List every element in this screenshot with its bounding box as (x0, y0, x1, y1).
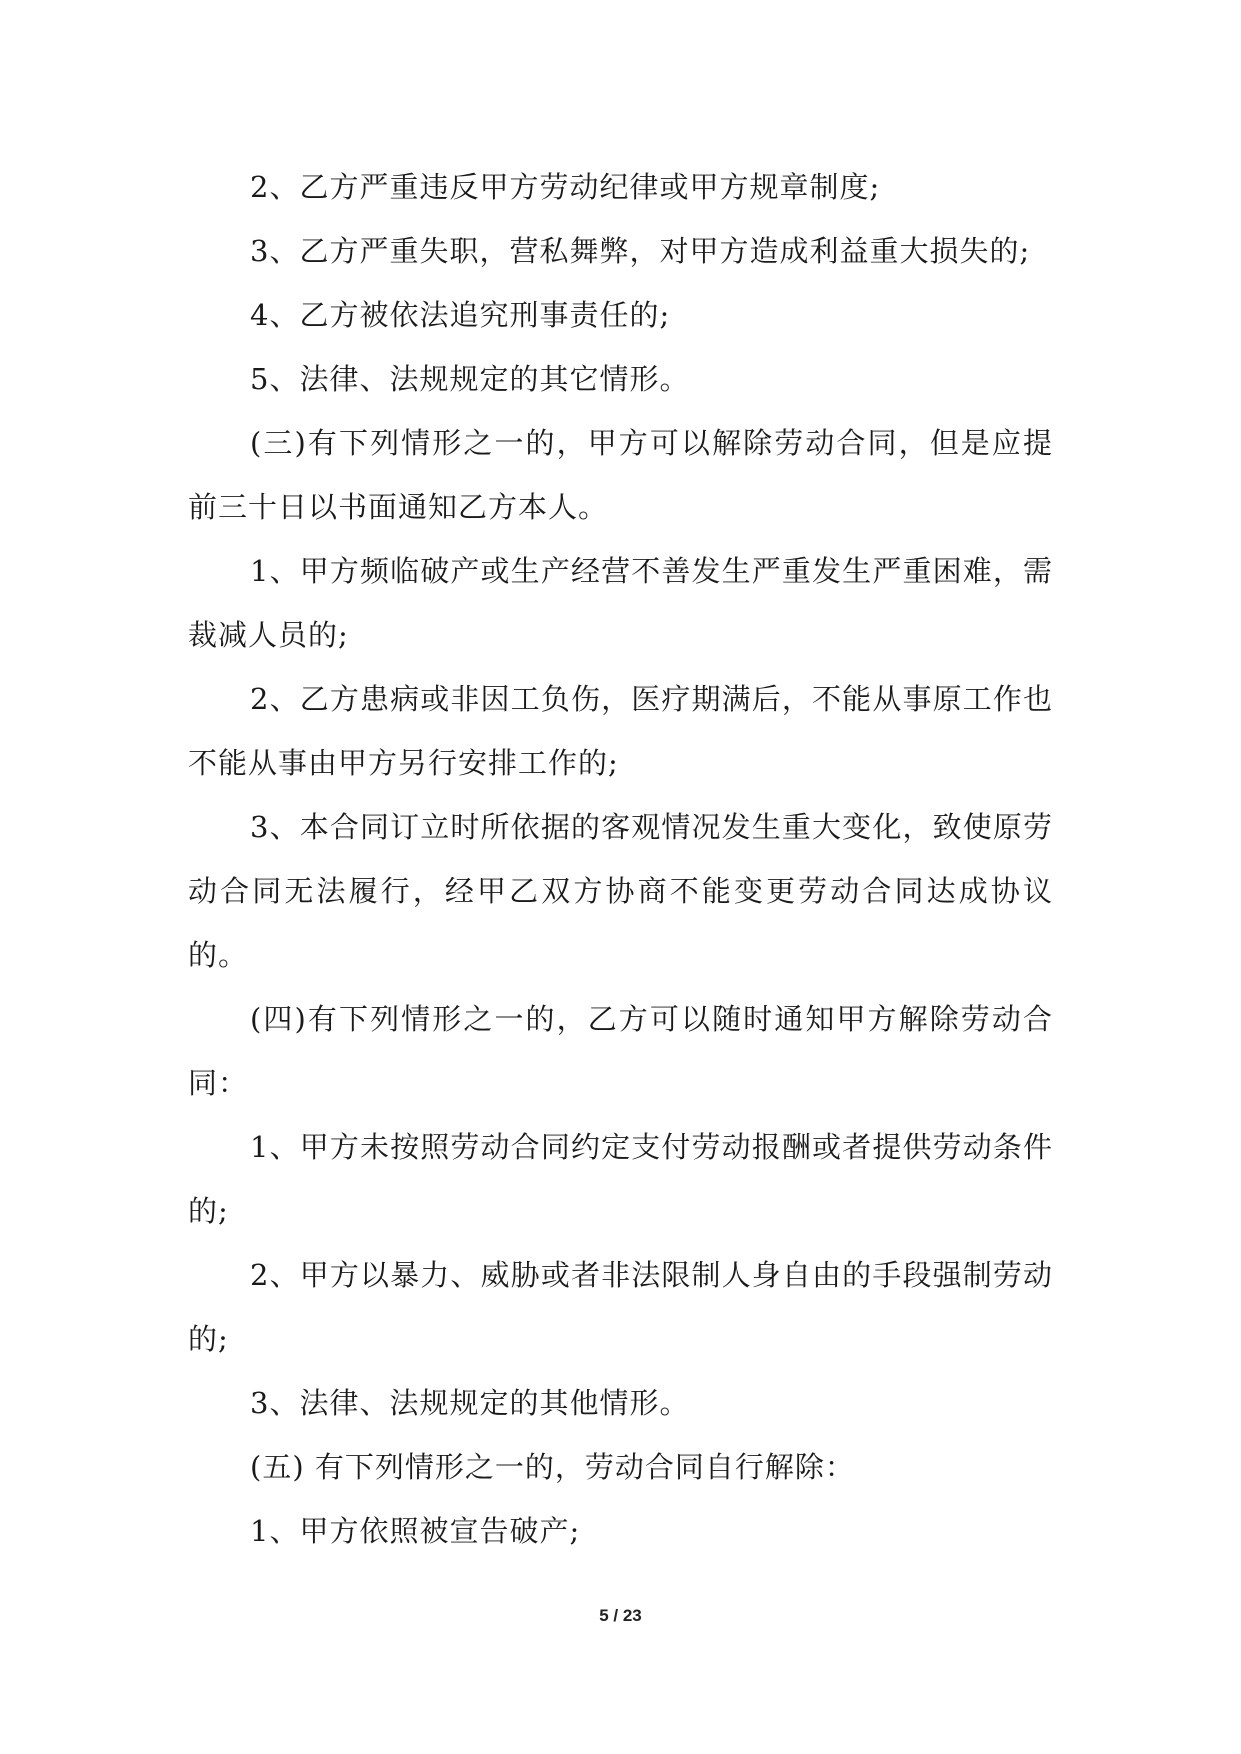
paragraph: 2、甲方以暴力、威胁或者非法限制人身自由的手段强制劳动的; (188, 1258, 1053, 1356)
paragraph: 1、甲方依照被宣告破产; (250, 1514, 581, 1548)
paragraph: 3、法律、法规规定的其他情形。 (250, 1386, 690, 1420)
paragraph: 2、乙方患病或非因工负伤，医疗期满后，不能从事原工作也不能从事由甲方另行安排工作的; (188, 682, 1053, 780)
paragraph: 1、甲方频临破产或生产经营不善发生严重发生严重困难，需裁减人员的; (188, 554, 1053, 652)
paragraph: 5、法律、法规规定的其它情形。 (250, 362, 690, 396)
paragraph: 1、甲方未按照劳动合同约定支付劳动报酬或者提供劳动条件的; (188, 1130, 1053, 1228)
paragraph: 3、乙方严重失职，营私舞弊，对甲方造成利益重大损失的; (250, 234, 1031, 268)
paragraph: (三)有下列情形之一的，甲方可以解除劳动合同，但是应提前三十日以书面通知乙方本人。 (188, 426, 1053, 524)
page-number: 5 / 23 (599, 1606, 642, 1625)
paragraph: 3、本合同订立时所依据的客观情况发生重大变化，致使原劳动合同无法履行，经甲乙双方协商不能变更劳动合同达成协议的。 (188, 810, 1053, 972)
paragraph: 4、乙方被依法追究刑事责任的; (250, 298, 671, 332)
paragraph: (四)有下列情形之一的，乙方可以随时通知甲方解除劳动合同： (188, 1002, 1053, 1100)
paragraph: (五) 有下列情形之一的，劳动合同自行解除： (250, 1450, 855, 1484)
document-body (188, 155, 1053, 1563)
paragraph: 2、乙方严重违反甲方劳动纪律或甲方规章制度; (250, 170, 881, 204)
